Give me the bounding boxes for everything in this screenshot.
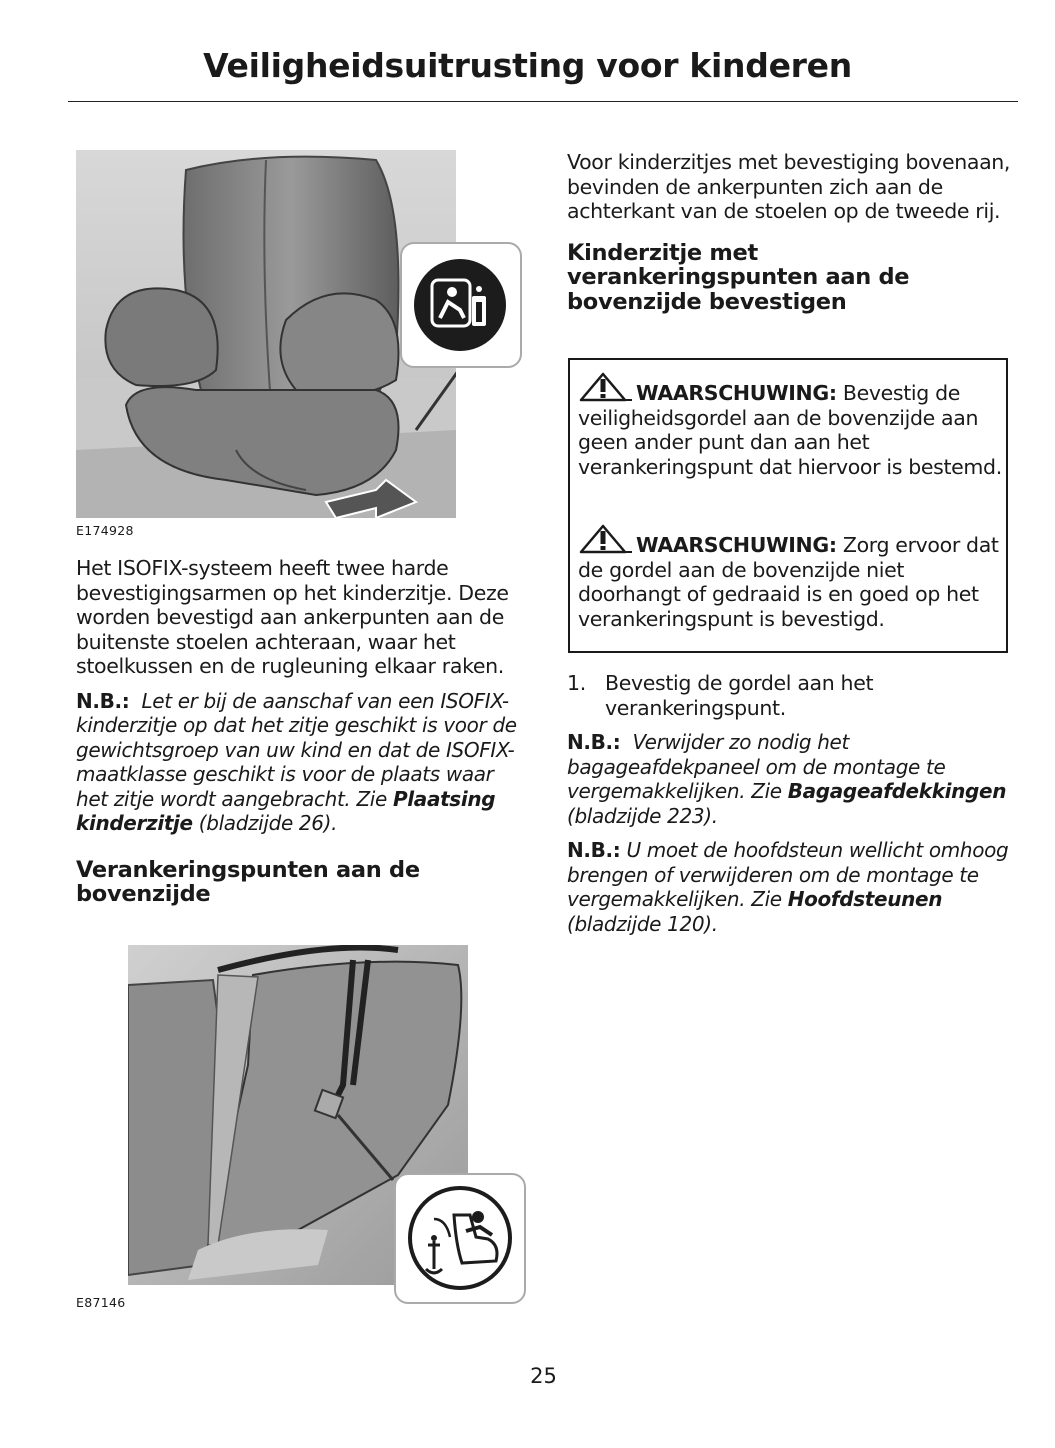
figure-code: E87146 xyxy=(76,1295,126,1310)
step-item xyxy=(567,671,1014,720)
warning-2 xyxy=(578,524,1004,631)
link-bagageafdekkingen[interactable]: Bagageafdekkingen xyxy=(787,779,1007,803)
link-plaatsing-kinderzitje[interactable]: Plaatsing kinderzitje xyxy=(76,786,496,835)
isofix-description: Het ISOFIX-systeem heeft twee harde bevestigingsarmen op het kinderzitje. Deze worden bevestigd aan ankerpunten aan de buitenste stoelen achteraan, waar het stoelkussen en de rugleuning elkaar raken. xyxy=(76,556,509,678)
page-reference: (bladzijde 26). xyxy=(198,811,338,835)
step-number: 1. xyxy=(567,671,586,695)
page-reference: (bladzijde 223). xyxy=(567,803,718,828)
figure-code: E174928 xyxy=(76,523,134,538)
note-label: N.B.: xyxy=(567,730,621,754)
top-tether-intro: Voor kinderzitjes met bevestiging bovenaan, bevinden de ankerpunten zich aan de achterkant van de stoelen op de tweede rij. xyxy=(567,150,1011,223)
warning-label: WAARSCHUWING: xyxy=(636,533,837,557)
note-text: Let er bij de aanschaf van een ISOFIX-kinderzitje op dat het zitje geschikt is voor de gewichtsgroep van uw kind en dat de ISOFIX-maatklasse geschikt is voor de plaats waar het zitje wordt aangebracht. Zie xyxy=(76,688,517,811)
note-text: Verwijder zo nodig het bagageafdekpaneel om de montage te vergemakkelijken. Zie xyxy=(567,730,946,803)
warning-box xyxy=(568,358,1008,653)
note-bagage xyxy=(567,730,1014,828)
title-divider xyxy=(68,101,1018,102)
page-number: 25 xyxy=(530,1364,557,1388)
note-text: U moet de hoofdsteun wellicht omhoog brengen of verwijderen om de montage te vergemakkelijken. Zie xyxy=(567,838,1009,911)
note-isofix xyxy=(76,689,531,836)
warning-triangle-icon xyxy=(578,524,632,554)
note-hoofdsteun xyxy=(567,838,1014,936)
warning-label: WAARSCHUWING: xyxy=(636,381,837,405)
section-heading-attach: Kinderzitje met verankeringspunten aan de bovenzijde bevestigen xyxy=(567,239,910,315)
warning-text: Zorg ervoor dat de gordel aan de bovenzijde niet doorhangt of gedraaid is en goed op het verankeringspunt is bevestigd. xyxy=(578,533,999,631)
top-tether-anchor-icon xyxy=(396,1175,524,1302)
section-heading-top-tether: Verankeringspunten aan de bovenzijde xyxy=(76,856,420,907)
isofix-seat-illustration xyxy=(76,150,456,518)
link-hoofdsteunen[interactable]: Hoofdsteunen xyxy=(787,887,943,911)
note-label: N.B.: xyxy=(76,688,130,713)
warning-text: Bevestig de veiligheidsgordel aan de bovenzijde aan geen ander punt dan aan het verankeringspunt dat hiervoor is bestemd. xyxy=(578,381,1002,479)
page-reference: (bladzijde 120). xyxy=(567,911,718,936)
note-label: N.B.: xyxy=(567,838,621,862)
page-title: Veiligheidsuitrusting voor kinderen xyxy=(203,46,852,85)
anchor-callout xyxy=(394,1173,526,1304)
step-text: Bevestig de gordel aan het verankeringspunt. xyxy=(605,671,874,720)
isofix-callout xyxy=(400,242,522,368)
warning-triangle-icon xyxy=(578,372,632,402)
isofix-child-seat-icon xyxy=(402,244,520,366)
warning-1 xyxy=(578,372,1004,479)
